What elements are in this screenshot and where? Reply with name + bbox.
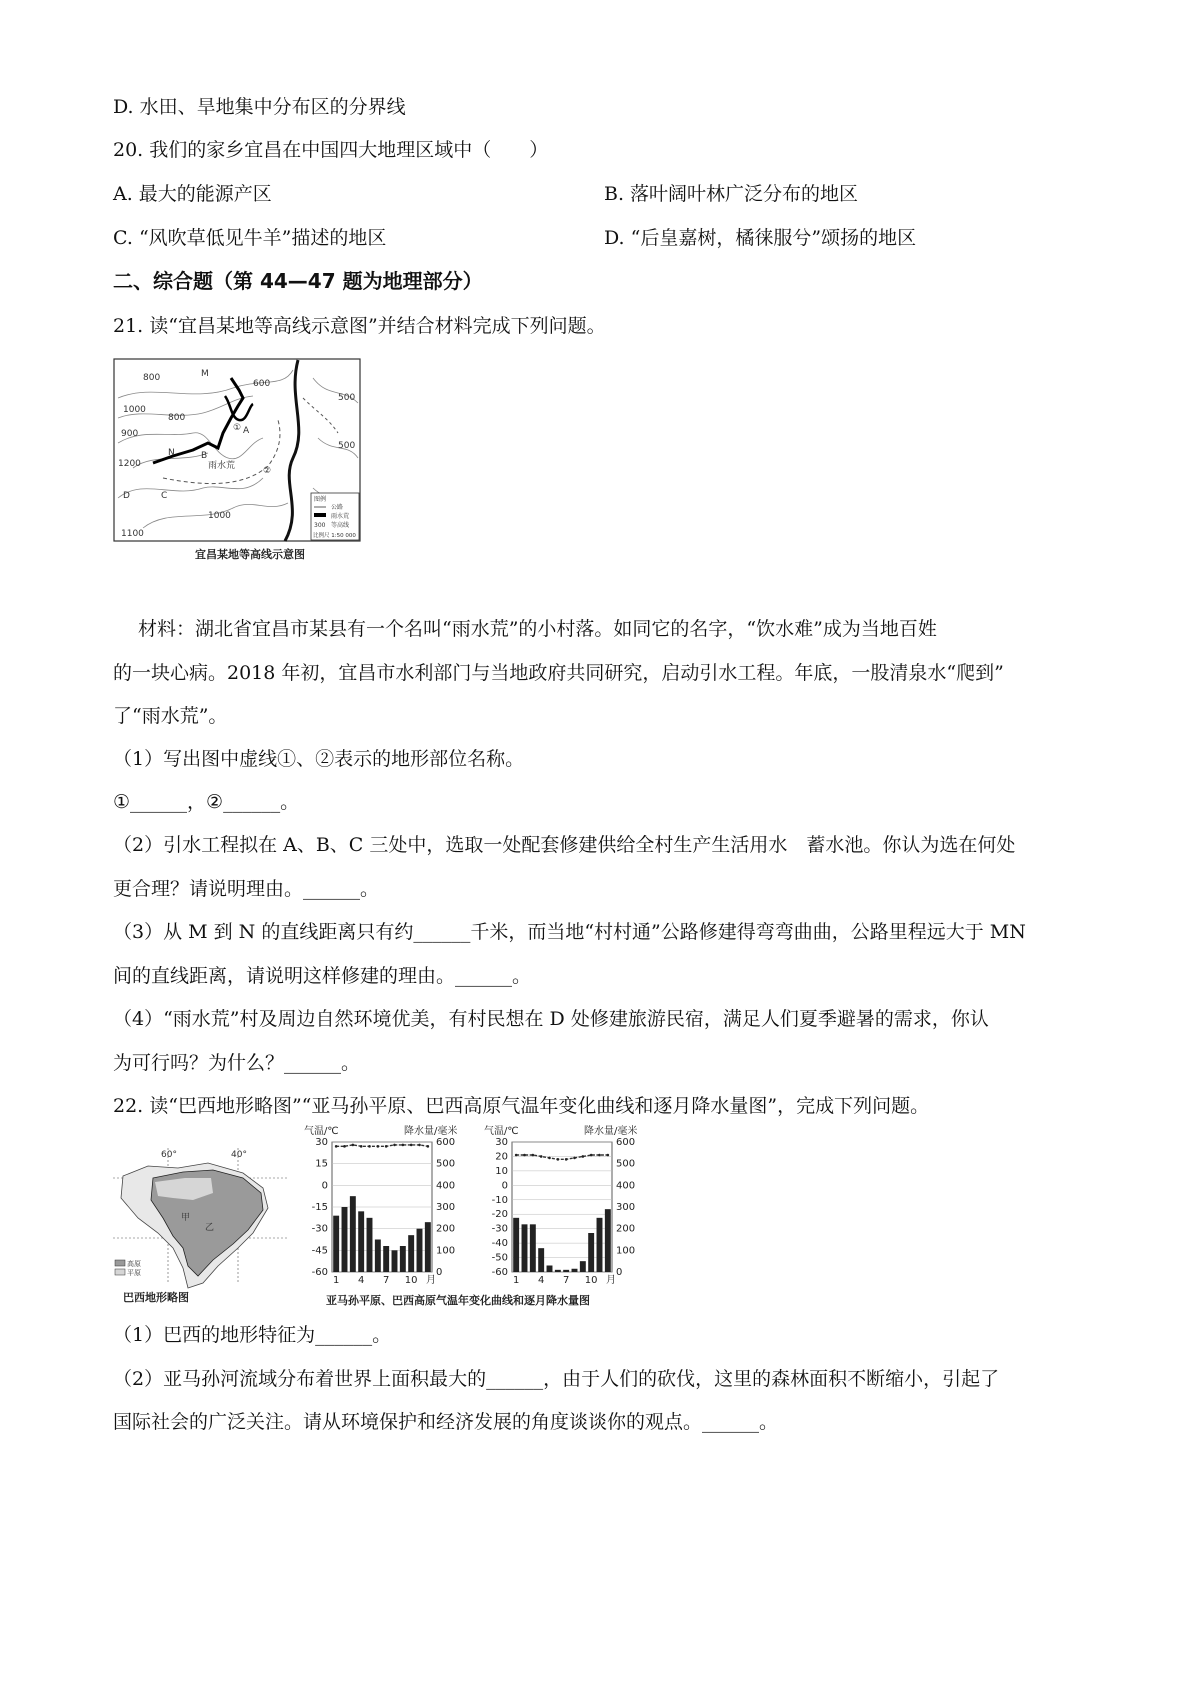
temp-tick-label: -20 xyxy=(491,1209,508,1221)
temp-point xyxy=(515,1154,518,1157)
temp-point xyxy=(335,1145,338,1148)
precip-tick-label: 400 xyxy=(436,1180,456,1192)
label-n: N xyxy=(168,448,175,458)
temp-point xyxy=(402,1144,405,1147)
q19-option-d: D. 水田、旱地集中分布区的分界线 xyxy=(113,96,406,118)
temp-tick-label: -50 xyxy=(491,1252,508,1264)
contour-label: 1000 xyxy=(208,511,231,521)
contour-label: 800 xyxy=(143,373,161,383)
x-axis-title: 月 xyxy=(426,1275,436,1286)
precip-bar xyxy=(563,1270,569,1272)
label-m: M xyxy=(201,369,209,379)
legend-village: 雨水荒 xyxy=(331,513,350,520)
legend-plateau: 高原 xyxy=(127,1260,141,1268)
temp-tick-label: -30 xyxy=(491,1223,508,1235)
y-axis-title-precip: 降水量/毫米 xyxy=(404,1126,458,1137)
label-jia: 甲 xyxy=(181,1213,191,1223)
q21-stem: 21. 读“宜昌某地等高线示意图”并结合材料完成下列问题。 xyxy=(113,315,606,337)
brazil-map-figure xyxy=(113,1148,293,1308)
precip-tick-label: 300 xyxy=(616,1202,636,1213)
climate-charts-figure xyxy=(300,1120,650,1310)
label-mark-1: ① xyxy=(233,423,242,433)
material-line-3: 了“雨水荒”。 xyxy=(113,705,228,727)
legend-road: 公路 xyxy=(331,504,344,511)
material-line-1: 材料：湖北省宜昌市某县有一个名叫“雨水荒”的小村落。如同它的名字，“饮水难”成为当地百姓 xyxy=(138,618,937,640)
q21-sub4-line1: （4）“雨水荒”村及周边自然环境优美，有村民想在 D 处修建旅游民宿，满足人们夏季避暑的需求，你认 xyxy=(113,1008,989,1030)
contour-label: 1100 xyxy=(121,529,144,539)
precip-tick-label: 0 xyxy=(436,1267,443,1278)
precip-bar xyxy=(408,1235,414,1272)
temp-line xyxy=(516,1155,608,1159)
temp-point xyxy=(418,1144,421,1147)
legend-contour-value: 300 xyxy=(314,522,326,529)
precip-bar xyxy=(547,1266,553,1273)
temp-tick-label: -10 xyxy=(491,1194,508,1206)
label-mark-2: ② xyxy=(263,466,272,476)
label-d: D xyxy=(123,491,130,501)
precip-bar xyxy=(572,1269,578,1272)
x-tick-label: 4 xyxy=(537,1275,545,1286)
precip-tick-label: 200 xyxy=(616,1223,636,1235)
temp-point xyxy=(377,1145,380,1148)
q21-sub1: （1）写出图中虚线①、②表示的地形部位名称。 xyxy=(113,748,525,770)
x-tick-label: 10 xyxy=(404,1275,418,1286)
temp-point xyxy=(385,1145,388,1148)
precip-tick-label: 100 xyxy=(616,1245,636,1257)
precip-tick-label: 100 xyxy=(436,1245,456,1257)
climate-chart-amazon xyxy=(304,1124,457,1286)
temp-tick-label: 0 xyxy=(501,1180,508,1192)
label-village: 雨水荒 xyxy=(208,461,236,471)
x-tick-label: 7 xyxy=(382,1275,390,1286)
temp-point xyxy=(410,1144,413,1147)
legend-plateau-swatch xyxy=(115,1260,125,1266)
q21-sub3-line1: （3）从 M 到 N 的直线距离只有约______千米，而当地“村村通”公路修建得弯弯曲曲，公路里程远大于 MN xyxy=(113,921,1026,943)
q20-option-d: D. “后皇嘉树，橘徕服兮”颂扬的地区 xyxy=(604,227,917,249)
temp-point xyxy=(540,1155,543,1158)
temp-tick-label: 30 xyxy=(495,1137,508,1148)
temp-tick-label: 30 xyxy=(315,1137,328,1148)
precip-bar xyxy=(597,1218,603,1272)
y-axis-title-temp: 气温/℃ xyxy=(304,1126,339,1137)
material-line-2: 的一块心病。2018 年初，宜昌市水利部门与当地政府共同研究，启动引水工程。年底，一股清泉水“爬到” xyxy=(113,662,1004,684)
precip-bar xyxy=(342,1207,348,1272)
precip-bar xyxy=(400,1246,406,1272)
contour-map-caption: 宜昌某地等高线示意图 xyxy=(195,548,305,561)
legend-title: 图例 xyxy=(314,496,327,503)
temp-point xyxy=(523,1154,526,1157)
precip-bar xyxy=(425,1222,431,1272)
q22-sub1: （1）巴西的地形特征为______。 xyxy=(113,1324,392,1346)
legend-village-symbol xyxy=(314,513,326,517)
precip-tick-label: 600 xyxy=(616,1137,636,1148)
precip-bar xyxy=(538,1248,544,1272)
precip-bar xyxy=(522,1224,528,1272)
legend-plain-swatch xyxy=(115,1269,125,1275)
temp-point xyxy=(557,1158,560,1161)
precip-tick-label: 500 xyxy=(616,1158,636,1170)
x-tick-label: 7 xyxy=(562,1275,570,1286)
temp-tick-label: 10 xyxy=(495,1165,508,1177)
contour-label: 900 xyxy=(121,429,139,439)
temp-tick-label: 0 xyxy=(321,1180,328,1192)
precip-bar xyxy=(367,1218,373,1272)
label-c: C xyxy=(161,491,168,501)
precip-bar xyxy=(358,1211,364,1272)
label-yi: 乙 xyxy=(205,1223,215,1233)
temp-point xyxy=(573,1157,576,1160)
precip-bar xyxy=(350,1196,356,1272)
precip-bar xyxy=(375,1240,381,1273)
label-b: B xyxy=(201,451,208,461)
temp-point xyxy=(532,1154,535,1157)
q21-sub2-line2: 更合理？请说明理由。______。 xyxy=(113,878,380,900)
precip-tick-label: 500 xyxy=(436,1158,456,1170)
q20-option-c: C. “风吹草低见牛羊”描述的地区 xyxy=(113,227,387,249)
q22-stem: 22. 读“巴西地形略图”“亚马孙平原、巴西高原气温年变化曲线和逐月降水量图”，完成下列问题。 xyxy=(113,1095,930,1117)
precip-bar xyxy=(513,1218,519,1272)
y-axis-title-precip: 降水量/毫米 xyxy=(584,1126,638,1137)
legend-contour: 等高线 xyxy=(331,522,350,529)
temp-tick-label: -40 xyxy=(491,1238,508,1250)
temp-point xyxy=(598,1154,601,1157)
temp-point xyxy=(590,1154,593,1157)
precip-tick-label: 300 xyxy=(436,1202,456,1213)
legend-scale: 比例尺 1:50 000 xyxy=(313,533,356,539)
q21-sub2-line1: （2）引水工程拟在 A、B、C 三处中，选取一处配套修建供给全村生产生活用水 蓄水池。你认为选在何处 xyxy=(113,834,1016,856)
legend-plain: 平原 xyxy=(127,1269,141,1277)
q20-option-a: A. 最大的能源产区 xyxy=(113,183,272,205)
q20-option-b: B. 落叶阔叶林广泛分布的地区 xyxy=(604,183,859,205)
temp-point xyxy=(360,1145,363,1148)
temp-line xyxy=(336,1145,428,1146)
x-tick-label: 1 xyxy=(332,1275,340,1286)
temp-point xyxy=(352,1144,355,1147)
temp-tick-label: 15 xyxy=(315,1158,328,1170)
precip-tick-label: 0 xyxy=(616,1267,623,1278)
x-tick-label: 1 xyxy=(512,1275,520,1286)
precip-bar xyxy=(530,1224,536,1272)
precip-tick-label: 600 xyxy=(436,1137,456,1148)
temp-tick-label: -45 xyxy=(311,1245,328,1257)
contour-label: 1200 xyxy=(118,459,141,469)
lon-label-40: 40° xyxy=(231,1150,247,1160)
section-heading: 二、综合题（第 44—47 题为地理部分） xyxy=(113,269,483,293)
precip-bar xyxy=(383,1246,389,1272)
temp-point xyxy=(548,1157,551,1160)
precip-bar xyxy=(588,1233,594,1272)
precip-bar xyxy=(605,1209,611,1272)
climate-caption: 亚马孙平原、巴西高原气温年变化曲线和逐月降水量图 xyxy=(326,1294,590,1307)
contour-label: 500 xyxy=(338,393,356,403)
y-axis-title-temp: 气温/℃ xyxy=(484,1126,519,1137)
precip-bar xyxy=(580,1261,586,1272)
temp-point xyxy=(582,1155,585,1158)
temp-point xyxy=(393,1144,396,1147)
temp-point xyxy=(343,1145,346,1148)
q22-sub2-line1: （2）亚马孙河流域分布着世界上面积最大的______，由于人们的砍伐，这里的森林面积不断缩小，引起了 xyxy=(113,1368,1000,1390)
precip-bar xyxy=(333,1216,339,1272)
precip-bar xyxy=(417,1229,423,1272)
contour-map-figure xyxy=(113,358,363,568)
climate-chart-plateau xyxy=(484,1124,637,1286)
q21-sub4-line2: 为可行吗？为什么？______。 xyxy=(113,1052,361,1074)
temp-point xyxy=(427,1145,430,1148)
precip-tick-label: 400 xyxy=(616,1180,636,1192)
temp-tick-label: -60 xyxy=(491,1267,508,1278)
contour-label: 600 xyxy=(253,379,271,389)
precip-bar xyxy=(392,1250,398,1272)
contour-label: 1000 xyxy=(123,405,146,415)
contour-label: 800 xyxy=(168,413,186,423)
x-axis-title: 月 xyxy=(606,1275,616,1286)
q21-sub1-answer: ①______，②______。 xyxy=(113,791,300,813)
temp-point xyxy=(368,1145,371,1148)
precip-tick-label: 200 xyxy=(436,1223,456,1235)
contour-label: 500 xyxy=(338,441,356,451)
x-tick-label: 10 xyxy=(584,1275,598,1286)
temp-point xyxy=(607,1154,610,1157)
q20-stem: 20. 我们的家乡宜昌在中国四大地理区域中（ ） xyxy=(113,139,549,161)
brazil-map-caption: 巴西地形略图 xyxy=(123,1291,189,1304)
q22-sub2-line2: 国际社会的广泛关注。请从环境保护和经济发展的角度谈谈你的观点。______。 xyxy=(113,1411,779,1433)
temp-tick-label: 20 xyxy=(495,1151,508,1163)
label-a: A xyxy=(243,426,250,436)
temp-tick-label: -60 xyxy=(311,1267,328,1278)
temp-tick-label: -15 xyxy=(311,1202,328,1213)
q21-sub3-line2: 间的直线距离，请说明这样修建的理由。______。 xyxy=(113,965,532,987)
x-tick-label: 4 xyxy=(357,1275,365,1286)
temp-point xyxy=(565,1158,568,1161)
precip-bar xyxy=(555,1270,561,1272)
lon-label-60: 60° xyxy=(161,1150,177,1160)
temp-tick-label: -30 xyxy=(311,1223,328,1235)
